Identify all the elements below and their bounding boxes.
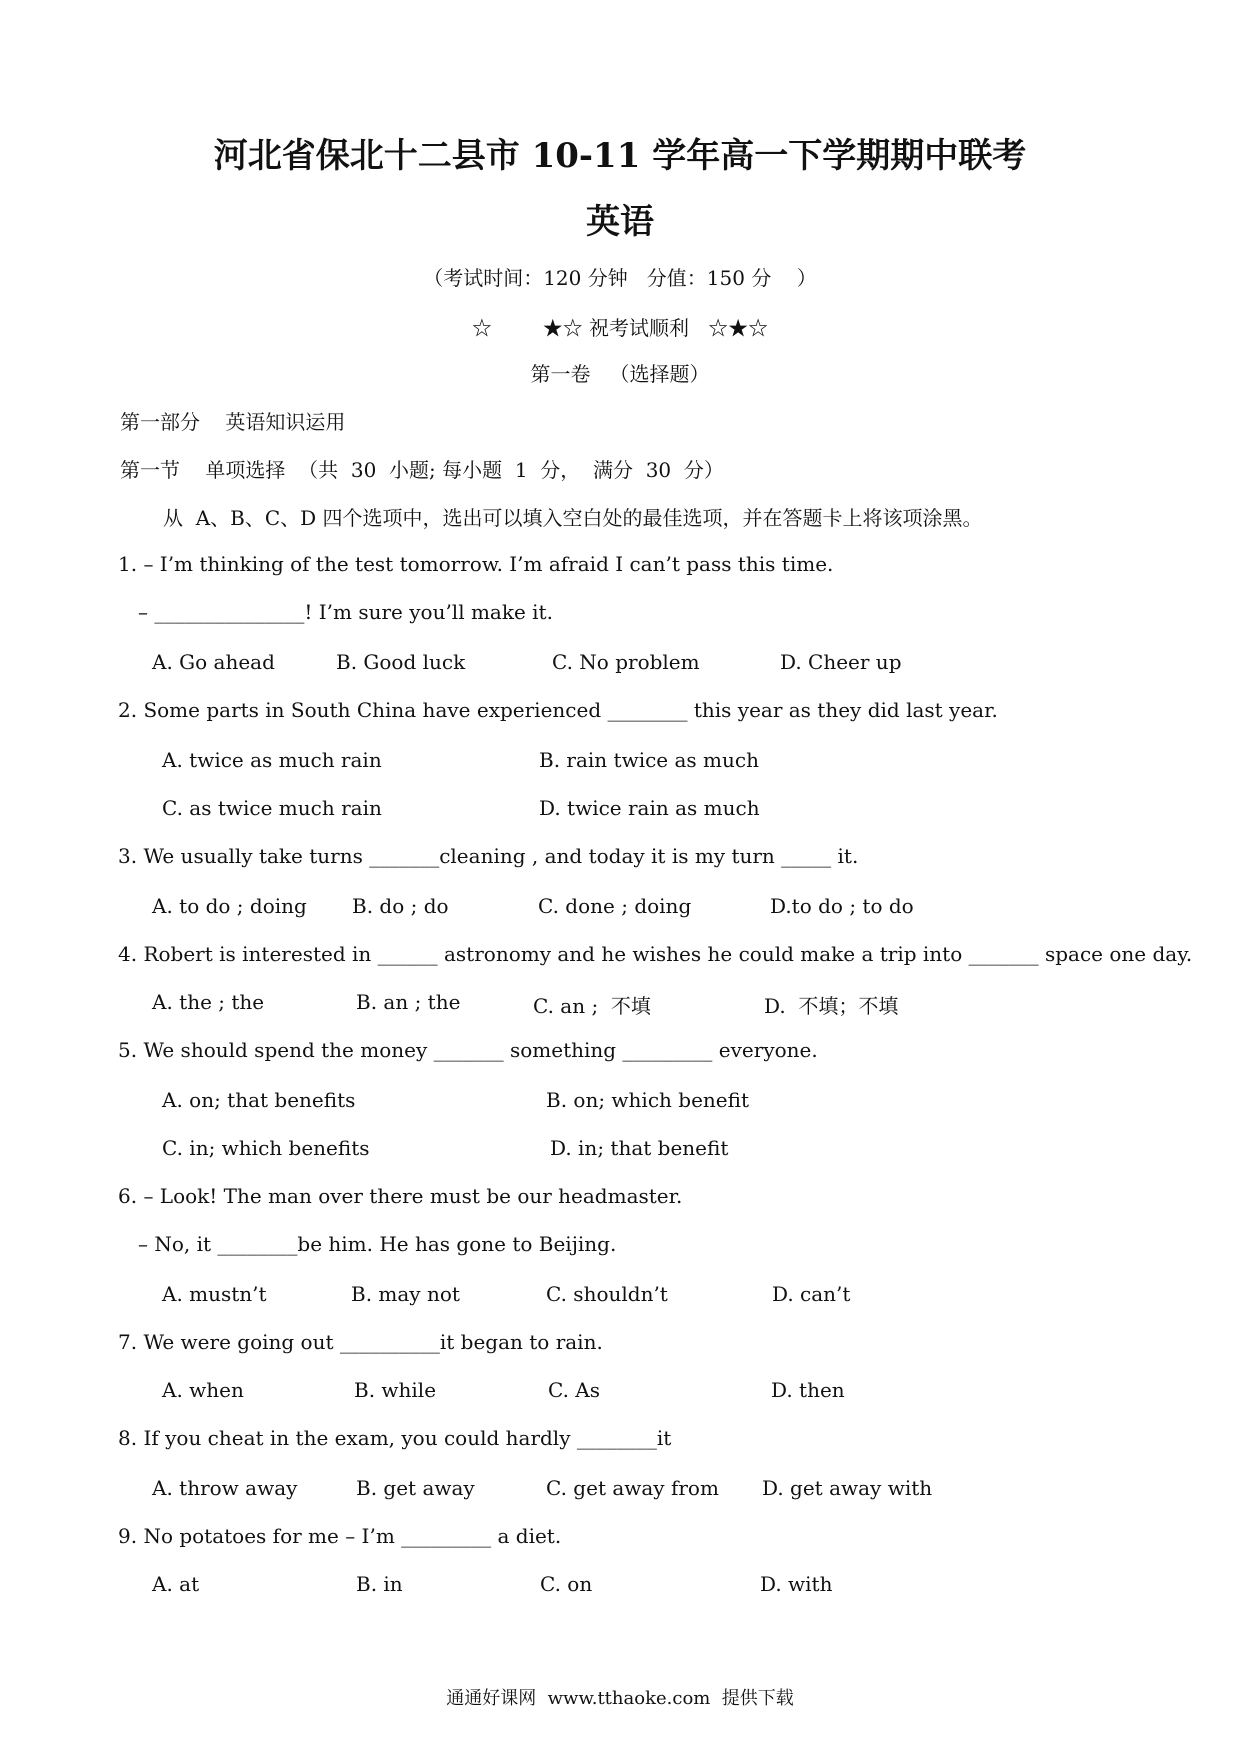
question-1-option-d: D. Cheer up (780, 650, 902, 674)
subject-title: 英语 (586, 202, 654, 242)
question-9-stem: 9. No potatoes for me – I’m _________ a diet. (118, 1524, 562, 1548)
instruction-text: 从 A、B、C、D 四个选项中，选出可以填入空白处的最佳选项，并在答题卡上将该项涂黑。 (163, 506, 983, 530)
exam-title: 河北省保北十二县市 10-11 学年高一下学期期中联考 (213, 136, 1027, 176)
question-7-stem: 7. We were going out __________it began to rain. (118, 1330, 603, 1354)
question-2-stem: 2. Some parts in South China have experienced ________ this year as they did last year. (118, 698, 998, 722)
question-2-option-c: C. as twice much rain (162, 796, 382, 820)
question-7-option-a: A. when (162, 1378, 244, 1402)
question-4-option-a: A. the ; the (152, 990, 265, 1014)
question-2-option-a: A. twice as much rain (162, 748, 382, 772)
question-5-option-a: A. on; that benefits (162, 1088, 356, 1112)
question-9-option-b: B. in (356, 1572, 403, 1596)
question-5-option-d: D. in; that benefit (550, 1136, 729, 1160)
question-7-option-b: B. while (354, 1378, 437, 1402)
question-6-stem: 6. – Look! The man over there must be our headmaster. (118, 1184, 683, 1208)
question-4-stem: 4. Robert is interested in ______ astronomy and he wishes he could make a trip into _______ space one day. (118, 942, 1193, 966)
question-3-option-d: D.to do ; to do (770, 894, 914, 918)
question-4-option-b: B. an ; the (356, 990, 461, 1014)
question-4-option-c: C. an ; 不填 (533, 994, 651, 1018)
part-heading: 第一部分 英语知识运用 (120, 410, 346, 434)
question-7-option-d: D. then (771, 1378, 845, 1402)
question-3-option-b: B. do ; do (352, 894, 449, 918)
good-luck-wish: ☆ ★☆ 祝考试顺利 ☆★☆ (471, 316, 769, 340)
question-1-option-c: C. No problem (552, 650, 700, 674)
question-9-option-d: D. with (760, 1572, 833, 1596)
question-6-option-a: A. mustn’t (162, 1282, 267, 1306)
question-8-option-b: B. get away (356, 1476, 475, 1500)
question-9-option-a: A. at (152, 1572, 200, 1596)
question-5-stem: 5. We should spend the money _______ something _________ everyone. (118, 1038, 818, 1062)
footer-credit: 通通好课网 www.tthaoke.com 提供下载 (446, 1688, 794, 1709)
question-3-option-c: C. done ; doing (538, 894, 692, 918)
question-1-option-b: B. Good luck (336, 650, 466, 674)
question-3-option-a: A. to do ; doing (152, 894, 307, 918)
question-1-stem-reply: – _______________! I’m sure you’ll make it. (138, 600, 553, 624)
question-6-option-b: B. may not (351, 1282, 460, 1306)
question-6-stem-reply: – No, it ________be him. He has gone to Beijing. (138, 1232, 617, 1256)
question-2-option-d: D. twice rain as much (539, 796, 760, 820)
question-1-stem: 1. – I’m thinking of the test tomorrow. I’m afraid I can’t pass this time. (118, 552, 834, 576)
section-heading: 第一节 单项选择 （共 30 小题; 每小题 1 分， 满分 30 分） (120, 458, 724, 482)
question-7-option-c: C. As (548, 1378, 601, 1402)
volume-heading: 第一卷 （选择题） (530, 362, 710, 386)
question-9-option-c: C. on (540, 1572, 593, 1596)
question-8-option-c: C. get away from (546, 1476, 719, 1500)
question-6-option-d: D. can’t (772, 1282, 851, 1306)
question-5-option-b: B. on; which benefit (546, 1088, 749, 1112)
question-8-option-d: D. get away with (762, 1476, 933, 1500)
question-4-option-d: D. 不填；不填 (764, 994, 899, 1018)
question-3-stem: 3. We usually take turns _______cleaning , and today it is my turn _____ it. (118, 844, 859, 868)
question-8-stem: 8. If you cheat in the exam, you could hardly ________it (118, 1426, 672, 1450)
question-2-option-b: B. rain twice as much (539, 748, 759, 772)
question-1-option-a: A. Go ahead (152, 650, 275, 674)
question-8-option-a: A. throw away (152, 1476, 298, 1500)
question-5-option-c: C. in; which benefits (162, 1136, 370, 1160)
exam-info: （考试时间：120 分钟 分值：150 分 ） (423, 266, 817, 290)
question-6-option-c: C. shouldn’t (546, 1282, 668, 1306)
